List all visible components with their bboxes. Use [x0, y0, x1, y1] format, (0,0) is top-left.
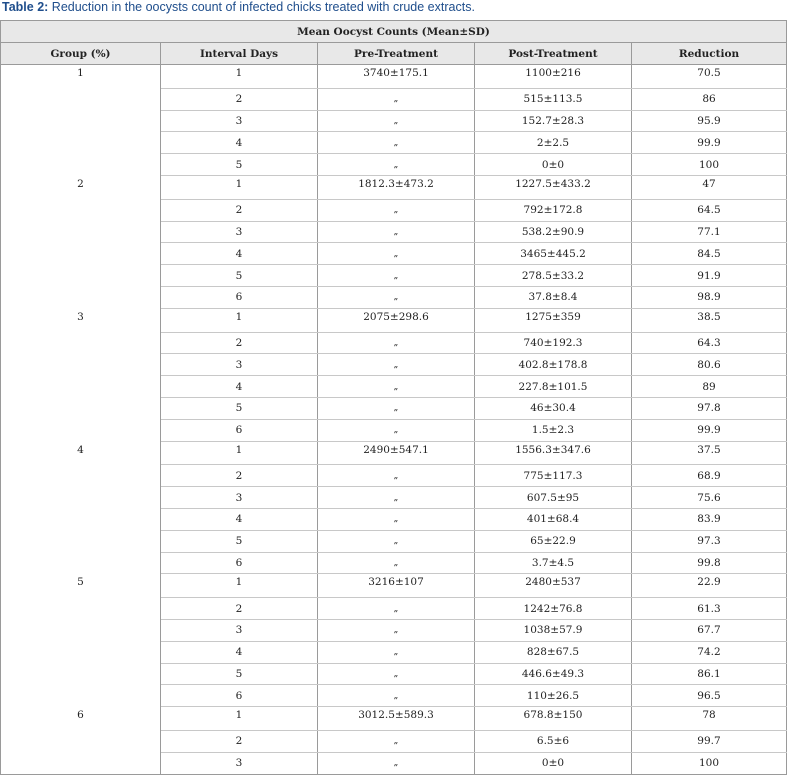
cell-pre-treatment: „ [318, 552, 475, 574]
table-row [1, 65, 787, 89]
cell-group [1, 419, 161, 441]
cell-post-treatment: 1.5±2.3 [475, 419, 632, 441]
cell-group [1, 487, 161, 509]
cell-group: 3 [1, 308, 161, 332]
cell-reduction: 77.1 [632, 221, 787, 243]
cell-reduction: 68.9 [632, 465, 787, 487]
cell-interval-days: 4 [161, 641, 318, 663]
cell-interval-days: 1 [161, 707, 318, 731]
cell-pre-treatment: „ [318, 530, 475, 552]
cell-interval-days: 4 [161, 132, 318, 154]
cell-interval-days: 4 [161, 243, 318, 265]
cell-post-treatment: 6.5±6 [475, 730, 632, 752]
cell-interval-days: 6 [161, 419, 318, 441]
cell-interval-days: 2 [161, 465, 318, 487]
table-row [1, 419, 787, 441]
cell-pre-treatment: „ [318, 419, 475, 441]
cell-interval-days: 1 [161, 574, 318, 598]
cell-pre-treatment: „ [318, 663, 475, 685]
cell-group [1, 221, 161, 243]
cell-interval-days: 2 [161, 199, 318, 221]
cell-group [1, 752, 161, 774]
cell-post-treatment: 1556.3±347.6 [475, 441, 632, 465]
cell-pre-treatment: „ [318, 376, 475, 398]
cell-interval-days: 5 [161, 530, 318, 552]
cell-post-treatment: 1227.5±433.2 [475, 175, 632, 199]
table-row [1, 154, 787, 176]
cell-reduction: 99.8 [632, 552, 787, 574]
col-header-interval-days: Interval Days [161, 43, 318, 65]
cell-pre-treatment: „ [318, 354, 475, 376]
cell-post-treatment: 775±117.3 [475, 465, 632, 487]
oocyst-table [0, 20, 787, 775]
cell-pre-treatment: 2075±298.6 [318, 308, 475, 332]
table-caption [2, 0, 475, 16]
cell-pre-treatment: „ [318, 641, 475, 663]
cell-reduction: 64.3 [632, 332, 787, 354]
cell-pre-treatment: 2490±547.1 [318, 441, 475, 465]
cell-reduction: 64.5 [632, 199, 787, 221]
cell-group [1, 685, 161, 707]
cell-group [1, 354, 161, 376]
cell-reduction: 74.2 [632, 641, 787, 663]
cell-interval-days: 5 [161, 154, 318, 176]
cell-interval-days: 1 [161, 308, 318, 332]
cell-pre-treatment: „ [318, 487, 475, 509]
cell-interval-days: 5 [161, 265, 318, 287]
cell-interval-days: 2 [161, 598, 318, 620]
cell-group [1, 730, 161, 752]
cell-group [1, 110, 161, 132]
col-header-post-treatment: Post-Treatment [475, 43, 632, 65]
cell-pre-treatment: „ [318, 508, 475, 530]
cell-post-treatment: 792±172.8 [475, 199, 632, 221]
cell-group [1, 598, 161, 620]
cell-post-treatment: 65±22.9 [475, 530, 632, 552]
cell-group [1, 154, 161, 176]
cell-group [1, 619, 161, 641]
table-body [1, 65, 787, 775]
table-row [1, 199, 787, 221]
cell-pre-treatment: 3012.5±589.3 [318, 707, 475, 731]
cell-post-treatment: 828±67.5 [475, 641, 632, 663]
table-row [1, 487, 787, 509]
cell-group [1, 88, 161, 110]
cell-pre-treatment: „ [318, 598, 475, 620]
cell-group [1, 243, 161, 265]
cell-group [1, 663, 161, 685]
cell-pre-treatment: „ [318, 619, 475, 641]
cell-reduction: 80.6 [632, 354, 787, 376]
table-row [1, 574, 787, 598]
cell-post-treatment: 740±192.3 [475, 332, 632, 354]
cell-pre-treatment: 1812.3±473.2 [318, 175, 475, 199]
cell-reduction: 99.9 [632, 419, 787, 441]
cell-group [1, 530, 161, 552]
table-row [1, 663, 787, 685]
table-row [1, 465, 787, 487]
table-row [1, 175, 787, 199]
col-header-pre-treatment: Pre-Treatment [318, 43, 475, 65]
cell-group [1, 376, 161, 398]
cell-post-treatment: 446.6±49.3 [475, 663, 632, 685]
table-row [1, 376, 787, 398]
table-row [1, 530, 787, 552]
cell-post-treatment: 152.7±28.3 [475, 110, 632, 132]
cell-pre-treatment: „ [318, 199, 475, 221]
cell-reduction: 86.1 [632, 663, 787, 685]
cell-reduction: 99.7 [632, 730, 787, 752]
table-caption-label: Table 2: [2, 0, 49, 14]
cell-reduction: 95.9 [632, 110, 787, 132]
cell-post-treatment: 3.7±4.5 [475, 552, 632, 574]
cell-group [1, 132, 161, 154]
cell-reduction: 97.3 [632, 530, 787, 552]
cell-post-treatment: 1038±57.9 [475, 619, 632, 641]
col-header-group: Group (%) [1, 43, 161, 65]
cell-interval-days: 6 [161, 685, 318, 707]
table-row [1, 110, 787, 132]
cell-interval-days: 2 [161, 332, 318, 354]
cell-post-treatment: 678.8±150 [475, 707, 632, 731]
cell-reduction: 86 [632, 88, 787, 110]
cell-post-treatment: 110±26.5 [475, 685, 632, 707]
cell-post-treatment: 278.5±33.2 [475, 265, 632, 287]
cell-post-treatment: 0±0 [475, 752, 632, 774]
cell-reduction: 78 [632, 707, 787, 731]
cell-pre-treatment: „ [318, 465, 475, 487]
table-row [1, 221, 787, 243]
table-row [1, 552, 787, 574]
cell-pre-treatment: „ [318, 221, 475, 243]
cell-interval-days: 2 [161, 730, 318, 752]
cell-group [1, 265, 161, 287]
cell-reduction: 100 [632, 752, 787, 774]
cell-pre-treatment: „ [318, 132, 475, 154]
cell-pre-treatment: „ [318, 332, 475, 354]
cell-reduction: 37.5 [632, 441, 787, 465]
cell-reduction: 61.3 [632, 598, 787, 620]
table-row [1, 354, 787, 376]
cell-reduction: 38.5 [632, 308, 787, 332]
table-row [1, 397, 787, 419]
cell-post-treatment: 227.8±101.5 [475, 376, 632, 398]
table-row [1, 332, 787, 354]
table-row [1, 641, 787, 663]
cell-group: 5 [1, 574, 161, 598]
cell-group [1, 508, 161, 530]
cell-interval-days: 6 [161, 552, 318, 574]
cell-group: 1 [1, 65, 161, 89]
cell-interval-days: 3 [161, 487, 318, 509]
cell-reduction: 22.9 [632, 574, 787, 598]
cell-reduction: 89 [632, 376, 787, 398]
table-row [1, 441, 787, 465]
cell-post-treatment: 37.8±8.4 [475, 286, 632, 308]
cell-post-treatment: 3465±445.2 [475, 243, 632, 265]
cell-reduction: 67.7 [632, 619, 787, 641]
cell-reduction: 98.9 [632, 286, 787, 308]
cell-post-treatment: 538.2±90.9 [475, 221, 632, 243]
super-header: Mean Oocyst Counts (Mean±SD) [1, 21, 787, 43]
cell-interval-days: 4 [161, 508, 318, 530]
cell-interval-days: 3 [161, 619, 318, 641]
cell-interval-days: 3 [161, 221, 318, 243]
cell-reduction: 100 [632, 154, 787, 176]
cell-reduction: 97.8 [632, 397, 787, 419]
cell-reduction: 75.6 [632, 487, 787, 509]
cell-interval-days: 5 [161, 397, 318, 419]
table-row [1, 243, 787, 265]
cell-reduction: 96.5 [632, 685, 787, 707]
col-header-reduction: Reduction [632, 43, 787, 65]
table-row [1, 619, 787, 641]
cell-pre-treatment: „ [318, 243, 475, 265]
table-row [1, 286, 787, 308]
table-row [1, 132, 787, 154]
table-row [1, 508, 787, 530]
cell-interval-days: 3 [161, 354, 318, 376]
table-row [1, 730, 787, 752]
cell-pre-treatment: „ [318, 286, 475, 308]
cell-interval-days: 1 [161, 175, 318, 199]
cell-group [1, 199, 161, 221]
cell-post-treatment: 515±113.5 [475, 88, 632, 110]
cell-interval-days: 3 [161, 752, 318, 774]
table-row [1, 88, 787, 110]
cell-post-treatment: 46±30.4 [475, 397, 632, 419]
table-row [1, 598, 787, 620]
cell-interval-days: 4 [161, 376, 318, 398]
cell-pre-treatment: 3740±175.1 [318, 65, 475, 89]
table-row [1, 752, 787, 774]
cell-reduction: 84.5 [632, 243, 787, 265]
cell-group [1, 552, 161, 574]
cell-group [1, 397, 161, 419]
cell-reduction: 47 [632, 175, 787, 199]
cell-post-treatment: 0±0 [475, 154, 632, 176]
cell-group [1, 286, 161, 308]
cell-post-treatment: 2480±537 [475, 574, 632, 598]
cell-interval-days: 2 [161, 88, 318, 110]
cell-post-treatment: 607.5±95 [475, 487, 632, 509]
cell-group [1, 641, 161, 663]
cell-post-treatment: 1242±76.8 [475, 598, 632, 620]
cell-interval-days: 1 [161, 441, 318, 465]
table-caption-text: Reduction in the oocysts count of infected chicks treated with crude extracts. [48, 0, 475, 14]
cell-interval-days: 5 [161, 663, 318, 685]
super-header-row [1, 21, 787, 43]
cell-group [1, 332, 161, 354]
cell-post-treatment: 1275±359 [475, 308, 632, 332]
cell-post-treatment: 1100±216 [475, 65, 632, 89]
cell-reduction: 70.5 [632, 65, 787, 89]
cell-pre-treatment: „ [318, 154, 475, 176]
cell-reduction: 91.9 [632, 265, 787, 287]
cell-pre-treatment: „ [318, 265, 475, 287]
table-row [1, 265, 787, 287]
cell-interval-days: 6 [161, 286, 318, 308]
cell-pre-treatment: 3216±107 [318, 574, 475, 598]
cell-group: 2 [1, 175, 161, 199]
cell-post-treatment: 401±68.4 [475, 508, 632, 530]
cell-interval-days: 3 [161, 110, 318, 132]
table-row [1, 685, 787, 707]
cell-pre-treatment: „ [318, 730, 475, 752]
table-row [1, 707, 787, 731]
cell-interval-days: 1 [161, 65, 318, 89]
cell-post-treatment: 2±2.5 [475, 132, 632, 154]
cell-post-treatment: 402.8±178.8 [475, 354, 632, 376]
cell-group: 4 [1, 441, 161, 465]
cell-reduction: 99.9 [632, 132, 787, 154]
cell-reduction: 83.9 [632, 508, 787, 530]
cell-pre-treatment: „ [318, 752, 475, 774]
cell-pre-treatment: „ [318, 110, 475, 132]
cell-group: 6 [1, 707, 161, 731]
column-header-row [1, 43, 787, 65]
cell-pre-treatment: „ [318, 685, 475, 707]
table-row [1, 308, 787, 332]
cell-pre-treatment: „ [318, 88, 475, 110]
cell-pre-treatment: „ [318, 397, 475, 419]
cell-group [1, 465, 161, 487]
